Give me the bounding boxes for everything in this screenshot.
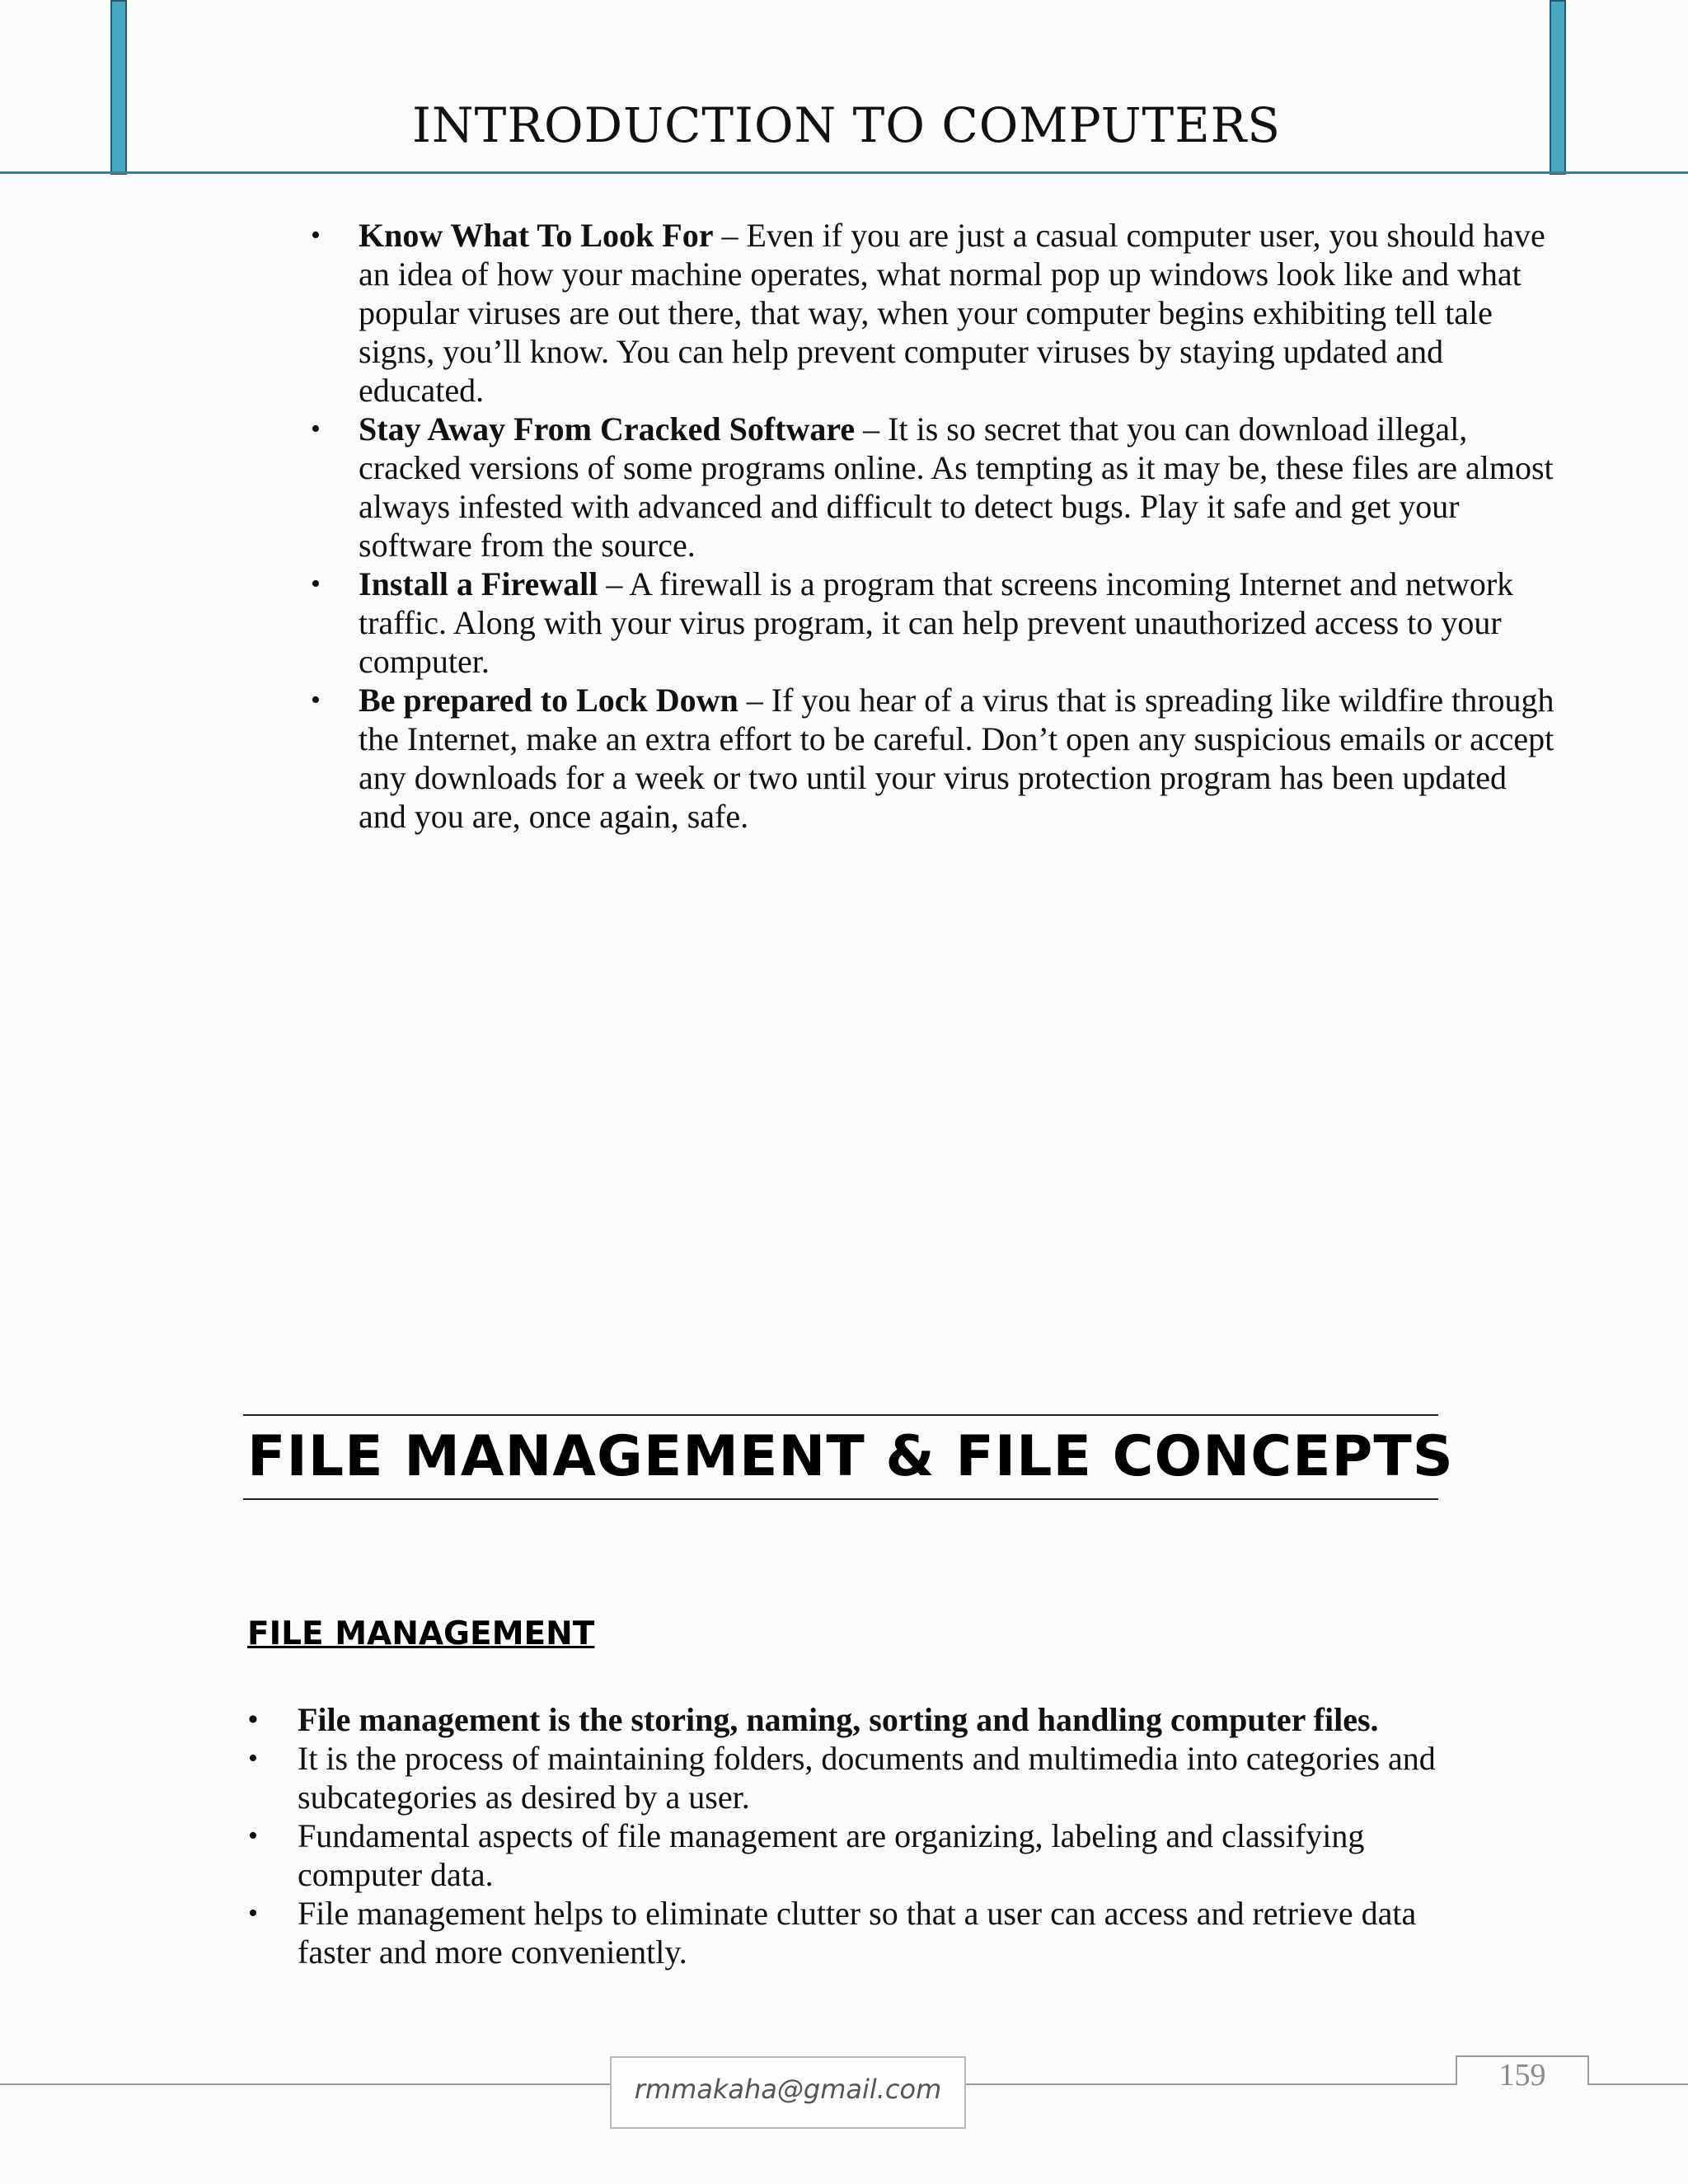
point-text: Fundamental aspects of file management are organizing, labeling and classifying computer data. xyxy=(298,1817,1365,1893)
footer-rule-right xyxy=(1587,2083,1688,2085)
tip-text: – If you hear of a virus that is spreading like wildfire through the Internet, make an extra effort to be careful. Don’t open any suspicious emails or accept any downloads for a week or two until your virus protection program has been updated and you are, once again, safe. xyxy=(359,682,1554,835)
virus-tips-list xyxy=(311,216,1562,836)
point-text: It is the process of maintaining folders, documents and multimedia into categories and subcategories as desired by a user. xyxy=(298,1740,1436,1816)
list-item xyxy=(311,681,1562,836)
list-item xyxy=(248,1894,1468,1971)
tip-term: Install a Firewall xyxy=(359,565,598,602)
list-item xyxy=(248,1816,1468,1894)
section-title-top-rule xyxy=(243,1414,1438,1416)
page-number: 159 xyxy=(1498,2058,1546,2093)
header-rule xyxy=(0,171,1688,174)
section-title: FILE MANAGEMENT & FILE CONCEPTS xyxy=(247,1424,1454,1489)
bullet-icon: • xyxy=(248,1704,258,1735)
point-text: File management helps to eliminate clutter so that a user can access and retrieve data faster and more conveniently. xyxy=(298,1895,1417,1971)
bullet-icon: • xyxy=(248,1743,258,1774)
tip-text: – A firewall is a program that screens incoming Internet and network traffic. Along with your virus program, it can help prevent unauthorized access to your computer. xyxy=(359,565,1514,680)
tip-text: – It is so secret that you can download illegal, cracked versions of some programs online. As tempting as it may be, these files are almost always infested with advanced and difficult to detect bugs. Play it safe and get your software from the source. xyxy=(359,410,1554,564)
bullet-icon: • xyxy=(311,220,321,251)
tip-term: Stay Away From Cracked Software xyxy=(359,410,856,448)
bullet-icon: • xyxy=(311,414,321,444)
file-management-list xyxy=(248,1700,1468,1971)
list-item xyxy=(311,410,1562,565)
bullet-icon: • xyxy=(311,685,321,715)
point-text: File management is the storing, naming, sorting and handling computer files. xyxy=(298,1701,1379,1738)
subsection-title: FILE MANAGEMENT xyxy=(247,1615,595,1652)
tip-term: Know What To Look For xyxy=(359,217,714,254)
bullet-icon: • xyxy=(248,1898,258,1929)
list-item xyxy=(248,1739,1468,1816)
running-header-title: INTRODUCTION TO COMPUTERS xyxy=(412,97,1281,153)
bullet-icon: • xyxy=(311,569,321,599)
tip-text: – Even if you are just a casual computer user, you should have an idea of how your machine operates, what normal pop up windows look like and what popular viruses are out there, that way, when your computer begins exhibiting tell tale signs, you’ll know. You can help prevent computer viruses by staying updated and educated. xyxy=(359,217,1545,409)
footer-rule-middle xyxy=(964,2083,1457,2085)
list-item xyxy=(248,1700,1468,1739)
footer-email: rmmakaha@gmail.com xyxy=(610,2056,966,2129)
tip-term: Be prepared to Lock Down xyxy=(359,682,738,719)
footer-rule-left xyxy=(0,2083,612,2085)
bullet-icon: • xyxy=(248,1821,258,1851)
list-item xyxy=(311,565,1562,681)
section-title-bottom-rule xyxy=(243,1498,1438,1500)
list-item xyxy=(311,216,1562,410)
